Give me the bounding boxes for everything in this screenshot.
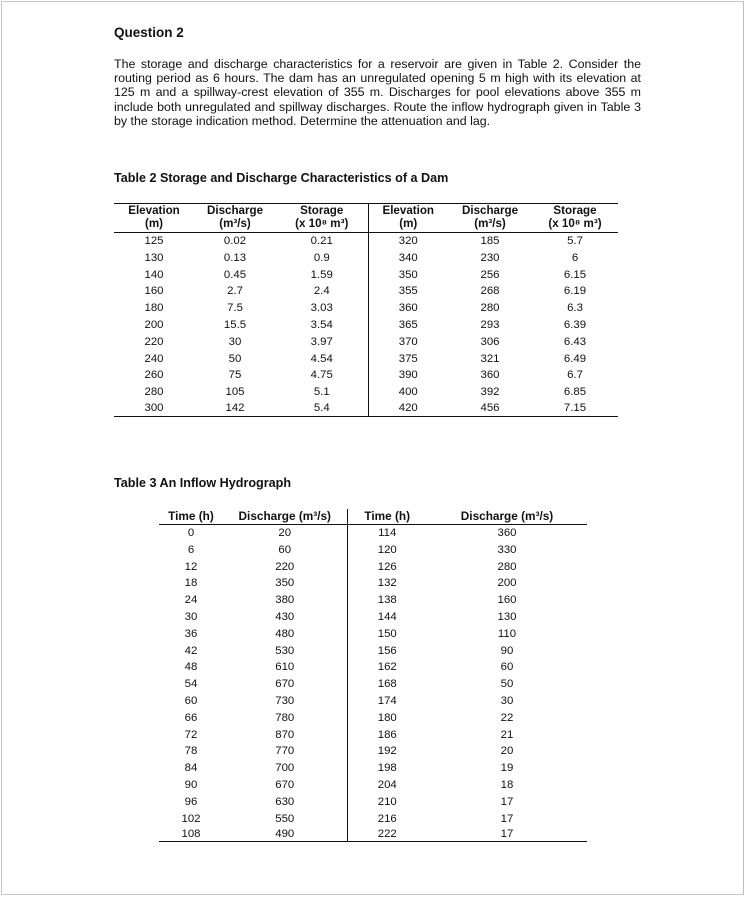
t2-cell: 5.1 xyxy=(313,386,330,399)
t3-cell: 200 xyxy=(497,577,517,590)
table-row xyxy=(114,300,618,317)
t3-cell: 50 xyxy=(500,678,514,691)
t3-cell: 54 xyxy=(184,678,198,691)
table-row xyxy=(159,609,587,626)
table-row xyxy=(159,559,587,576)
t3-cell: 210 xyxy=(347,794,427,811)
t3-cell: 21 xyxy=(500,728,514,741)
t2-cell: 320 xyxy=(368,233,448,250)
table-row xyxy=(114,367,618,384)
t2-cell: 321 xyxy=(480,352,500,365)
t3-cell: 350 xyxy=(275,577,295,590)
t3-cell: 216 xyxy=(347,811,427,828)
t2-cell: 3.03 xyxy=(310,302,333,315)
t3-cell: 90 xyxy=(500,644,514,657)
t2-cell: 6.39 xyxy=(563,318,587,331)
t3-cell: 550 xyxy=(275,812,295,825)
table-row xyxy=(159,643,587,660)
t3-cell: 60 xyxy=(184,694,198,707)
t2-cell: 0.9 xyxy=(313,251,330,264)
table-row xyxy=(114,283,618,300)
t3-cell: 700 xyxy=(275,762,295,775)
t3-cell: 17 xyxy=(500,812,514,825)
storage-discharge-table xyxy=(114,203,618,417)
t3-cell: 610 xyxy=(275,661,295,674)
t3-cell: 360 xyxy=(497,527,517,539)
t3-cell: 490 xyxy=(223,827,347,842)
t2-header-cell xyxy=(194,204,276,233)
t2-cell: 392 xyxy=(480,386,500,399)
table-row xyxy=(159,760,587,777)
t2-cell: 280 xyxy=(144,386,164,399)
t2-header-unit: (m) xyxy=(144,216,164,230)
t3-cell: 162 xyxy=(347,659,427,676)
t2-cell: 0.45 xyxy=(223,268,247,281)
t2-cell: 6 xyxy=(571,251,579,264)
t2-header-cell xyxy=(532,204,618,233)
t3-cell: 222 xyxy=(347,827,427,842)
t3-cell: 0 xyxy=(187,527,195,539)
t3-cell: 19 xyxy=(500,762,514,775)
table-row xyxy=(159,693,587,710)
t3-cell: 192 xyxy=(347,743,427,760)
t3-cell: 280 xyxy=(497,560,517,573)
t3-cell: 78 xyxy=(184,745,198,758)
t2-header-name: Discharge xyxy=(206,204,264,217)
t2-cell: 2.7 xyxy=(227,285,243,298)
t3-cell: 22 xyxy=(500,711,514,724)
t3-cell: 180 xyxy=(347,710,427,727)
t3-cell: 84 xyxy=(184,762,198,775)
t3-cell: 132 xyxy=(347,575,427,592)
t2-cell: 390 xyxy=(368,367,448,384)
table-row xyxy=(159,777,587,794)
table-row xyxy=(159,525,587,542)
table-row xyxy=(159,659,587,676)
t2-header-unit: (x 10⁸ m³) xyxy=(548,216,602,230)
t2-cell: 420 xyxy=(368,401,448,417)
table-row xyxy=(159,743,587,760)
t3-cell: 130 xyxy=(497,610,517,623)
t2-cell: 230 xyxy=(480,251,500,264)
t2-header-name: Storage xyxy=(553,204,597,217)
t3-cell: 126 xyxy=(347,559,427,576)
question-paragraph: The storage and discharge characteristics for a reservoir are given in Table 2. Consider the routing period as 6 hours. The dam has an unregulated opening 5 m high with its elevation at 125 m and a spillway-crest elevation of 355 m. Discharges for pool elevations above 355 m include both unregulated and spillway discharges. Route the inflow hydrograph given in Table 3 by the storage indication method. Determine the attenuation and lag. xyxy=(114,57,641,128)
t2-cell: 306 xyxy=(480,335,500,348)
table-row xyxy=(159,592,587,609)
t2-cell: 140 xyxy=(144,268,164,281)
table-row xyxy=(159,542,587,559)
t3-cell: 120 xyxy=(347,542,427,559)
table-row xyxy=(159,811,587,828)
t3-cell: 17 xyxy=(427,827,587,842)
t2-cell: 0.21 xyxy=(310,235,333,247)
t3-cell: 96 xyxy=(184,795,198,808)
table-row xyxy=(114,317,618,334)
t2-cell: 180 xyxy=(144,302,164,315)
inflow-hydrograph-table xyxy=(159,509,587,842)
t3-cell: 630 xyxy=(275,795,295,808)
t2-cell: 400 xyxy=(368,384,448,401)
t3-cell: 730 xyxy=(275,694,295,707)
t2-cell: 6.19 xyxy=(563,285,587,298)
table2-caption: Table 2 Storage and Discharge Characteristics of a Dam xyxy=(114,171,449,185)
t3-cell: 102 xyxy=(181,812,201,825)
t3-cell: 870 xyxy=(275,728,295,741)
table-row xyxy=(114,351,618,368)
t3-header-cell: Discharge (m³/s) xyxy=(427,509,587,525)
t2-cell: 280 xyxy=(480,302,500,315)
t3-cell: 20 xyxy=(500,745,514,758)
t3-cell: 90 xyxy=(184,778,198,791)
t2-header-unit: (m) xyxy=(399,216,418,230)
t2-cell: 50 xyxy=(228,352,242,365)
t3-cell: 430 xyxy=(275,610,295,623)
t3-cell: 174 xyxy=(347,693,427,710)
table-row xyxy=(159,827,587,842)
t2-cell: 4.75 xyxy=(310,369,333,382)
t3-cell: 186 xyxy=(347,727,427,744)
t2-cell: 15.5 xyxy=(223,318,247,331)
t2-cell: 360 xyxy=(368,300,448,317)
t3-cell: 24 xyxy=(184,594,198,607)
t3-cell: 18 xyxy=(184,577,198,590)
t2-cell: 293 xyxy=(480,318,500,331)
t3-cell: 780 xyxy=(275,711,295,724)
table-row xyxy=(159,794,587,811)
t3-cell: 150 xyxy=(347,626,427,643)
t2-cell: 1.59 xyxy=(310,268,333,281)
t2-cell: 256 xyxy=(480,268,500,281)
t2-cell: 6.3 xyxy=(567,302,583,315)
t3-cell: 48 xyxy=(184,661,198,674)
t2-cell: 160 xyxy=(144,285,164,298)
t3-cell: 160 xyxy=(497,594,517,607)
t2-cell: 6.85 xyxy=(563,386,587,399)
t2-cell: 130 xyxy=(144,251,164,264)
t3-cell: 110 xyxy=(497,627,517,640)
t2-cell: 142 xyxy=(194,401,276,417)
t2-cell: 125 xyxy=(144,235,164,247)
t2-cell: 200 xyxy=(144,318,164,331)
table-row xyxy=(159,626,587,643)
t3-header-cell: Time (h) xyxy=(159,509,223,525)
t3-cell: 36 xyxy=(184,627,198,640)
t3-cell: 198 xyxy=(347,760,427,777)
table-row xyxy=(159,710,587,727)
t2-cell: 3.54 xyxy=(310,318,333,331)
table-row xyxy=(159,676,587,693)
t2-header-unit: (m³/s) xyxy=(219,216,251,230)
t2-cell: 7.5 xyxy=(227,302,243,315)
t2-header-name: Discharge xyxy=(461,204,519,217)
t2-cell: 4.54 xyxy=(310,352,333,365)
t3-cell: 18 xyxy=(500,778,514,791)
table-row xyxy=(114,334,618,351)
t2-cell: 365 xyxy=(368,317,448,334)
t2-header-unit: (x 10⁸ m³) xyxy=(295,216,349,230)
t2-cell: 75 xyxy=(228,369,242,382)
t2-cell: 5.4 xyxy=(276,401,368,417)
t2-cell: 105 xyxy=(225,386,245,399)
t3-cell: 114 xyxy=(347,525,427,542)
t2-cell: 375 xyxy=(368,351,448,368)
t2-cell: 355 xyxy=(368,283,448,300)
t3-cell: 66 xyxy=(184,711,198,724)
t3-cell: 156 xyxy=(347,643,427,660)
t3-cell: 168 xyxy=(347,676,427,693)
t2-cell: 7.15 xyxy=(532,401,618,417)
t3-cell: 72 xyxy=(184,728,198,741)
t3-cell: 30 xyxy=(184,610,198,623)
t2-cell: 370 xyxy=(368,334,448,351)
t3-cell: 138 xyxy=(347,592,427,609)
t2-header-cell xyxy=(448,204,532,233)
t2-cell: 0.02 xyxy=(223,235,247,247)
table-row xyxy=(159,575,587,592)
t3-header-cell: Discharge (m³/s) xyxy=(223,509,347,525)
t2-header-name: Elevation xyxy=(128,204,180,217)
t2-cell: 340 xyxy=(368,250,448,267)
t2-header-cell xyxy=(276,204,368,233)
t2-header-name: Storage xyxy=(300,204,344,217)
t2-header-name: Elevation xyxy=(382,204,435,217)
t3-cell: 770 xyxy=(275,745,295,758)
t2-cell: 2.4 xyxy=(313,285,330,298)
t2-cell: 3.97 xyxy=(310,335,333,348)
table3-caption: Table 3 An Inflow Hydrograph xyxy=(114,476,292,490)
t2-cell: 268 xyxy=(480,285,500,298)
t2-cell: 6.7 xyxy=(567,369,583,382)
t2-header-cell xyxy=(368,204,448,233)
t3-cell: 17 xyxy=(500,795,514,808)
t3-cell: 42 xyxy=(184,644,198,657)
t3-cell: 380 xyxy=(275,594,295,607)
t2-cell: 0.13 xyxy=(223,251,247,264)
t2-cell: 6.43 xyxy=(563,335,587,348)
t2-cell: 5.7 xyxy=(567,235,583,247)
t3-cell: 60 xyxy=(278,543,292,556)
t3-cell: 670 xyxy=(275,678,295,691)
t2-cell: 350 xyxy=(368,267,448,284)
t3-cell: 12 xyxy=(184,560,198,573)
table-row xyxy=(114,250,618,267)
table-row xyxy=(114,267,618,284)
t2-cell: 240 xyxy=(144,352,164,365)
t3-cell: 330 xyxy=(497,543,517,556)
table-row xyxy=(114,233,618,250)
t2-cell: 260 xyxy=(144,369,164,382)
t3-cell: 480 xyxy=(275,627,295,640)
t3-cell: 220 xyxy=(275,560,295,573)
t2-header-unit: (m³/s) xyxy=(474,216,506,230)
t3-cell: 60 xyxy=(500,661,514,674)
t3-header-cell: Time (h) xyxy=(347,509,427,525)
t3-cell: 530 xyxy=(275,644,295,657)
t2-cell: 456 xyxy=(448,401,532,417)
t2-cell: 220 xyxy=(144,335,164,348)
table-row xyxy=(114,401,618,417)
table-row xyxy=(114,384,618,401)
t3-cell: 670 xyxy=(275,778,295,791)
t3-cell: 20 xyxy=(278,527,292,539)
t3-cell: 30 xyxy=(500,694,514,707)
t2-cell: 300 xyxy=(114,401,194,417)
t2-header-cell xyxy=(114,204,194,233)
t2-cell: 30 xyxy=(228,335,242,348)
table-row xyxy=(159,727,587,744)
t3-cell: 108 xyxy=(159,827,223,842)
t2-cell: 6.49 xyxy=(563,352,587,365)
t3-cell: 144 xyxy=(347,609,427,626)
t2-cell: 360 xyxy=(480,369,500,382)
t3-cell: 204 xyxy=(347,777,427,794)
t2-cell: 6.15 xyxy=(563,268,587,281)
t2-cell: 185 xyxy=(480,235,500,247)
t3-cell: 6 xyxy=(187,543,195,556)
question-title: Question 2 xyxy=(114,25,184,40)
